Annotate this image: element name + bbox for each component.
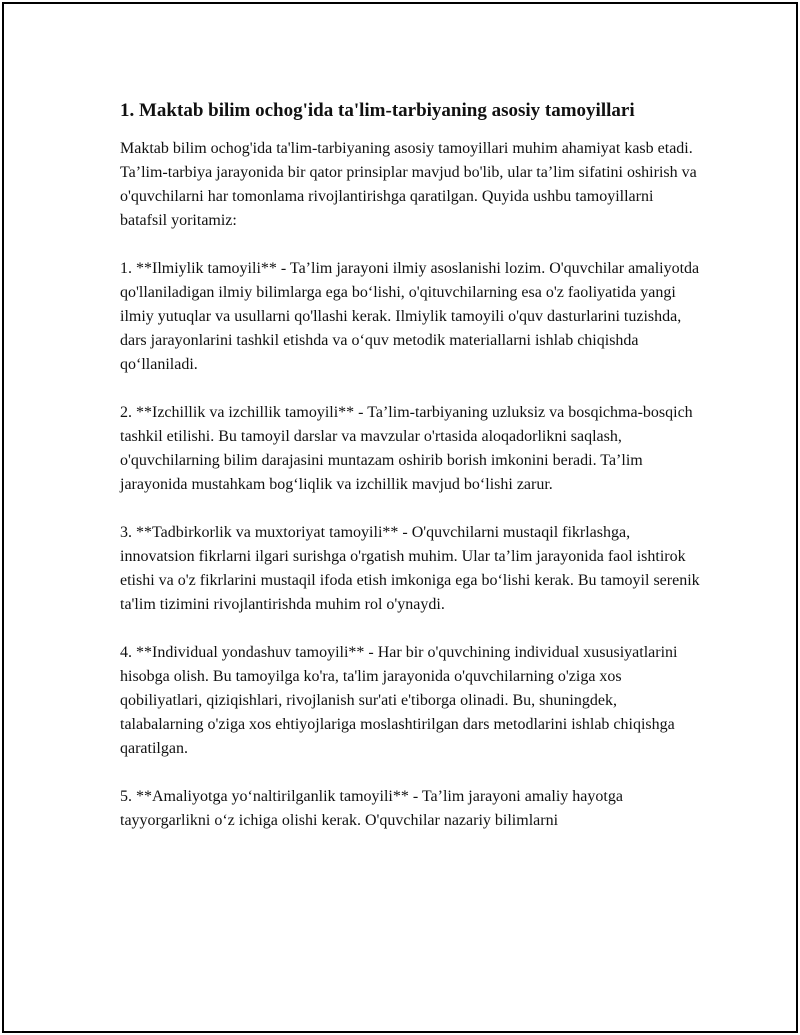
document-title: 1. Maktab bilim ochog'ida ta'lim-tarbiyaning asosiy tamoyillari — [120, 100, 635, 121]
document-content — [120, 98, 700, 857]
document-body — [120, 137, 700, 833]
principle-paragraph-3: 3. **Tadbirkorlik va muxtoriyat tamoyili** - O'quvchilarni mustaqil fikrlashga, innovatsion fikrlarni ilgari surishga o'rgatish muhim. Ular ta’lim jarayonida faol ishtirok etishi va o'z fikrlarini mustaqil ifoda etish imkoniga ega bo‘lishi kerak. Bu tamoyil serenik ta'lim tizimini rivojlantirishda muhim rol o'ynaydi. — [120, 524, 700, 613]
principle-paragraph-5: 5. **Amaliyotga yo‘naltirilganlik tamoyili** - Ta’lim jarayoni amaliy hayotga tayyorgarlikni o‘z ichiga olishi kerak. O'quvchilar nazariy bilimlarni — [120, 788, 623, 829]
intro-paragraph: Maktab bilim ochog'ida ta'lim-tarbiyaning asosiy tamoyillari muhim ahamiyat kasb etadi. Ta’lim-tarbiya jarayonida bir qator prinsiplar mavjud bo'lib, ular ta’lim sifatini oshirish va o'quvchilarni har tomonlama rivojlantirishga qaratilgan. Quyida ushbu tamoyillarni batafsil yoritamiz: — [120, 140, 697, 229]
principle-paragraph-1: 1. **Ilmiylik tamoyili** - Ta’lim jarayoni ilmiy asoslanishi lozim. O'quvchilar amaliyotda qo'llaniladigan ilmiy bilimlarga ega bo‘lishi, o'qituvchilarning esa o'z faoliyatida yangi ilmiy yutuqlar va usullarni qo'llashi kerak. Ilmiylik tamoyili o'quv dasturlarini tuzishda, dars jarayonlarini tashkil etishda va o‘quv metodik materiallarni ishlab chiqishda qo‘llaniladi. — [120, 260, 700, 373]
page-frame — [2, 2, 798, 1033]
principle-paragraph-2: 2. **Izchillik va izchillik tamoyili** - Ta’lim-tarbiyaning uzluksiz va bosqichma-bosqich tashkil etilishi. Bu tamoyil darslar va mavzular o'rtasida aloqadorlikni saqlash, o'quvchilarning bilim darajasini muntazam oshirib borish imkonini beradi. Ta’lim jarayonida mustahkam bog‘liqlik va izchillik mavjud bo‘lishi zarur. — [120, 404, 693, 493]
principle-paragraph-4: 4. **Individual yondashuv tamoyili** - Har bir o'quvchining individual xususiyatlarini hisobga olish. Bu tamoyilga ko'ra, ta'lim jarayonida o'quvchilarning o'ziga xos qobiliyatlari, qiziqishlari, rivojlanish sur'ati e'tiborga olinadi. Bu, shuningdek, talabalarning o'ziga xos ehtiyojlariga moslashtirilgan dars metodlarini ishlab chiqishga qaratilgan. — [120, 644, 678, 757]
